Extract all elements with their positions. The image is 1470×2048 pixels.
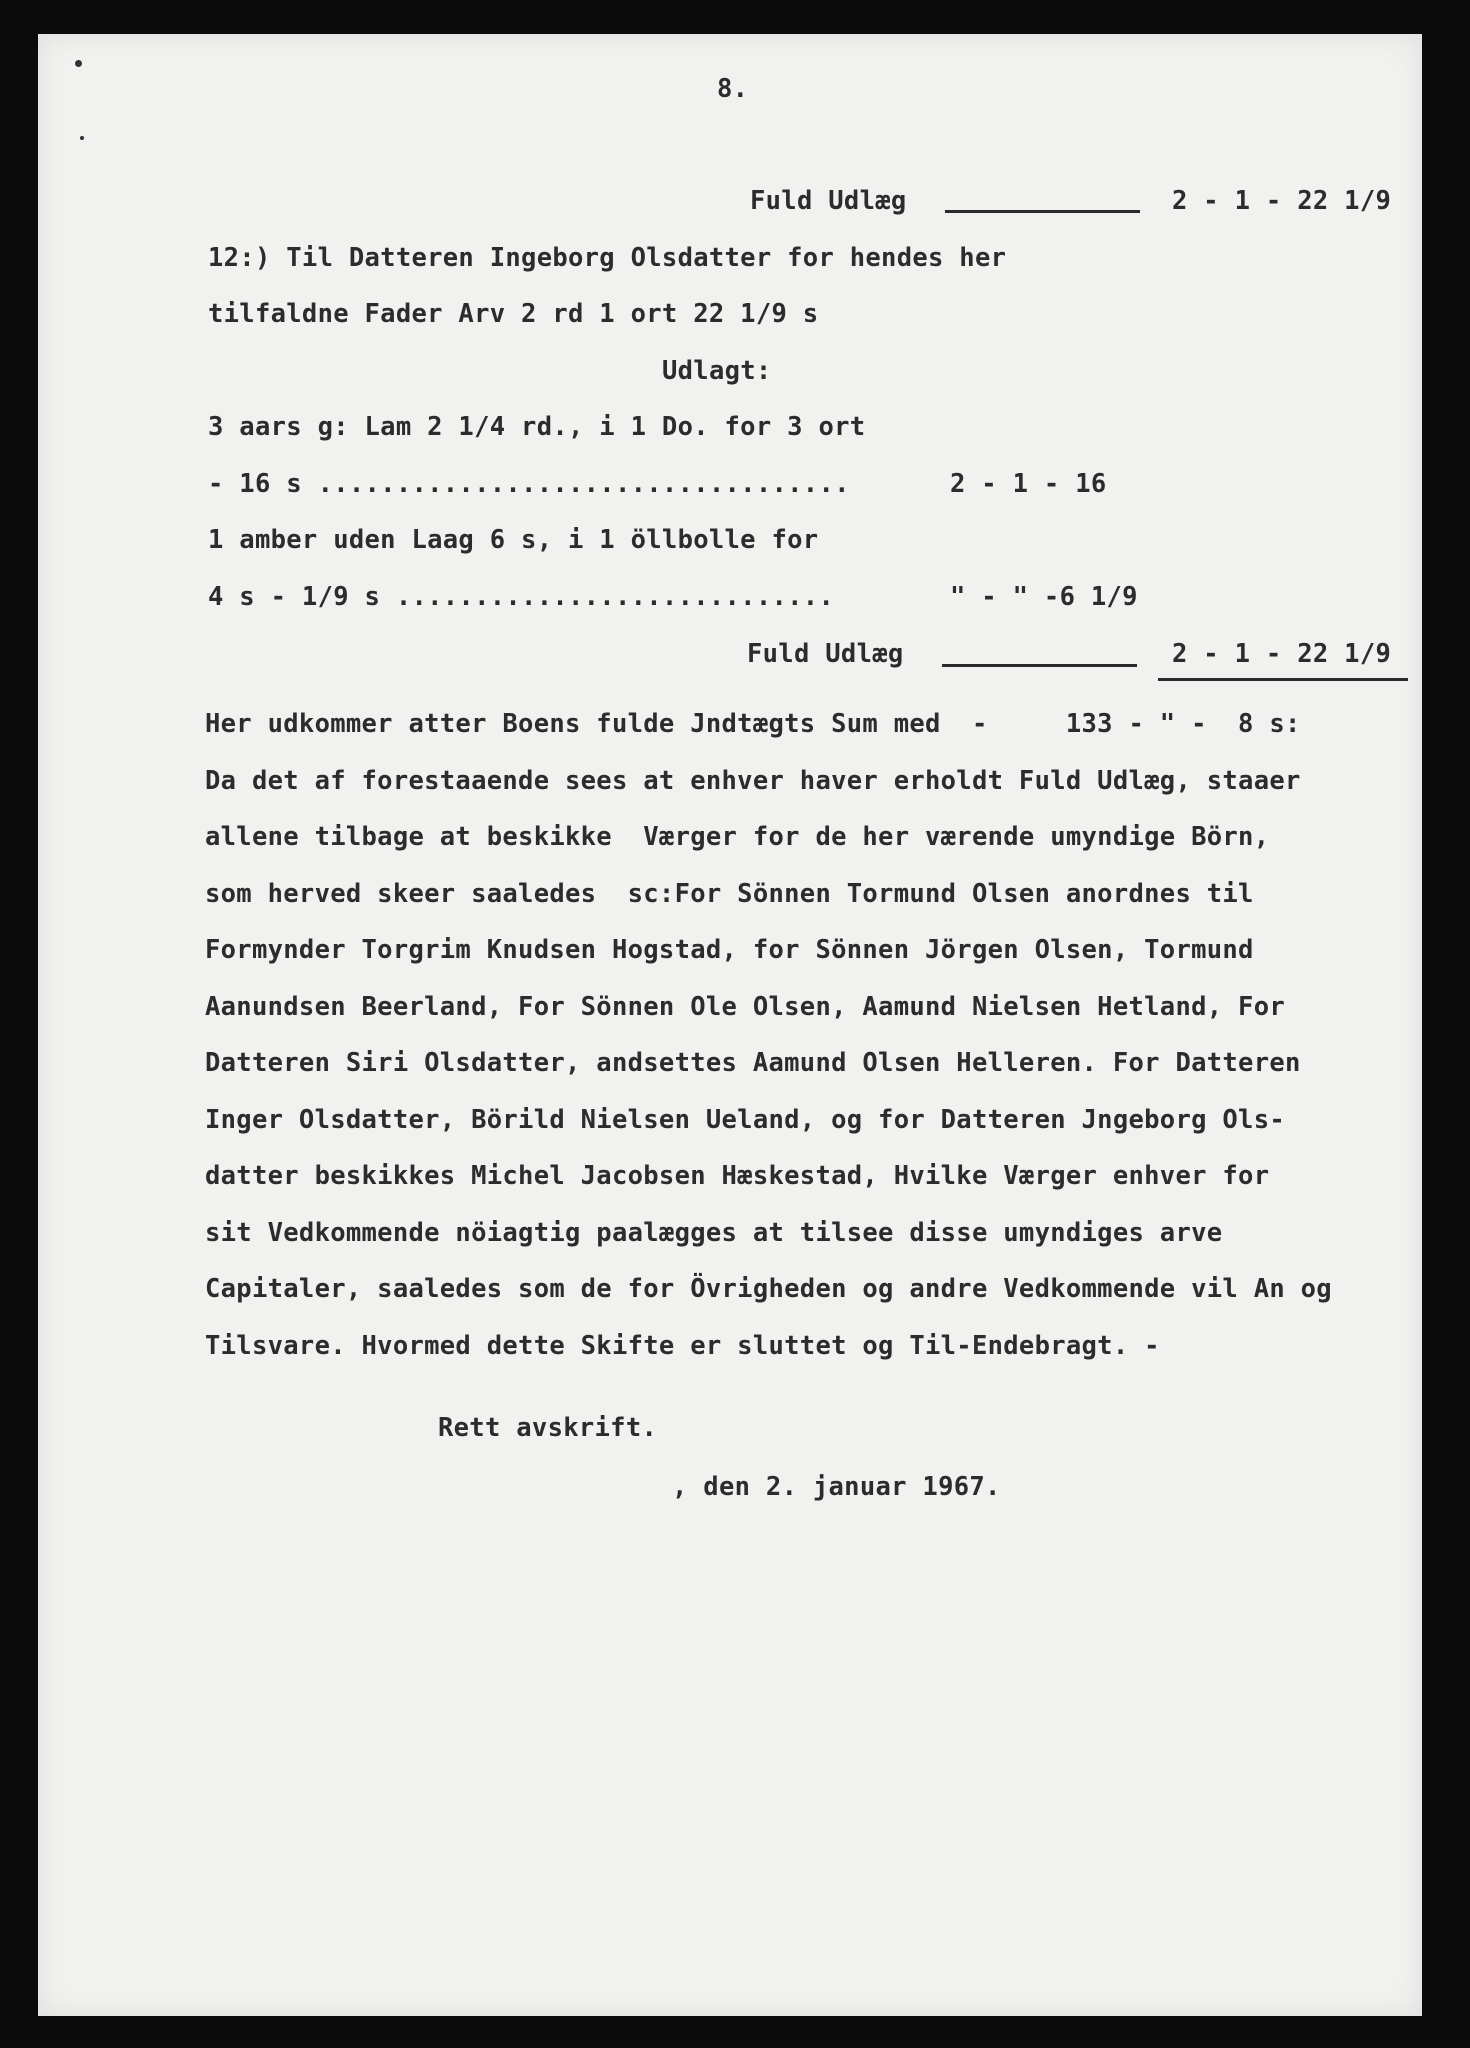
section-line-1: 12:) Til Datteren Ingeborg Olsdatter for hendes her [208,243,1007,273]
section-total-rule [942,664,1137,667]
item-1-amount: 2 - 1 - 16 [950,469,1107,499]
top-total-label: Fuld Udlæg [750,186,907,216]
body-line: Aanundsen Beerland, For Sönnen Ole Olsen, Aamund Nielsen Hetland, For [205,992,1286,1022]
item-2-line-1: 1 amber uden Laag 6 s, i 1 öllbolle for [208,525,819,555]
item-1-line-2: - 16 s .................................. [208,469,850,499]
body-line: datter beskikkes Michel Jacobsen Hæskestad, Hvilke Værger enhver for [205,1161,1270,1191]
section-total-amount: 2 - 1 - 22 1/9 [1172,639,1392,669]
document-page [38,34,1422,2016]
item-2-line-2: 4 s - 1/9 s ............................ [208,582,835,612]
top-total-rule [945,210,1140,213]
section-total-underline [1158,678,1408,681]
body-line: Her udkommer atter Boens fulde Jndtægts Sum med - 133 - " - 8 s: [205,709,1301,739]
body-line: Da det af forestaaende sees at enhver haver erholdt Fuld Udlæg, staaer [205,766,1301,796]
section-total-label: Fuld Udlæg [747,639,904,669]
punch-mark [80,136,84,140]
body-line: Formynder Torgrim Knudsen Hogstad, for Sönnen Jörgen Olsen, Tormund [205,935,1254,965]
body-line: som herved skeer saaledes sc:For Sönnen Tormund Olsen anordnes til [205,879,1254,909]
body-line: allene tilbage at beskikke Værger for de her værende umyndige Börn, [205,822,1270,852]
punch-mark [75,60,82,67]
section-heading: Udlagt: [662,356,772,386]
section-line-2: tilfaldne Fader Arv 2 rd 1 ort 22 1/9 s [208,299,819,329]
body-line: Datteren Siri Olsdatter, andsettes Aamund Olsen Helleren. For Datteren [205,1048,1301,1078]
item-2-amount: " - " -6 1/9 [950,582,1138,612]
certification: Rett avskrift. [438,1413,658,1443]
top-total-amount: 2 - 1 - 22 1/9 [1172,186,1392,216]
body-line: Capitaler, saaledes som de for Övrigheden og andre Vedkommende vil An og [205,1274,1332,1304]
body-line: sit Vedkommende nöiagtig paalægges at tilsee disse umyndiges arve [205,1218,1223,1248]
body-line: Tilsvare. Hvormed dette Skifte er sluttet og Til-Endebragt. - [205,1331,1160,1361]
date-line: , den 2. januar 1967. [672,1472,1001,1502]
item-1-line-1: 3 aars g: Lam 2 1/4 rd., i 1 Do. for 3 ort [208,412,866,442]
body-line: Inger Olsdatter, Börild Nielsen Ueland, og for Datteren Jngeborg Ols- [205,1105,1286,1135]
page-number: 8. [717,74,749,104]
